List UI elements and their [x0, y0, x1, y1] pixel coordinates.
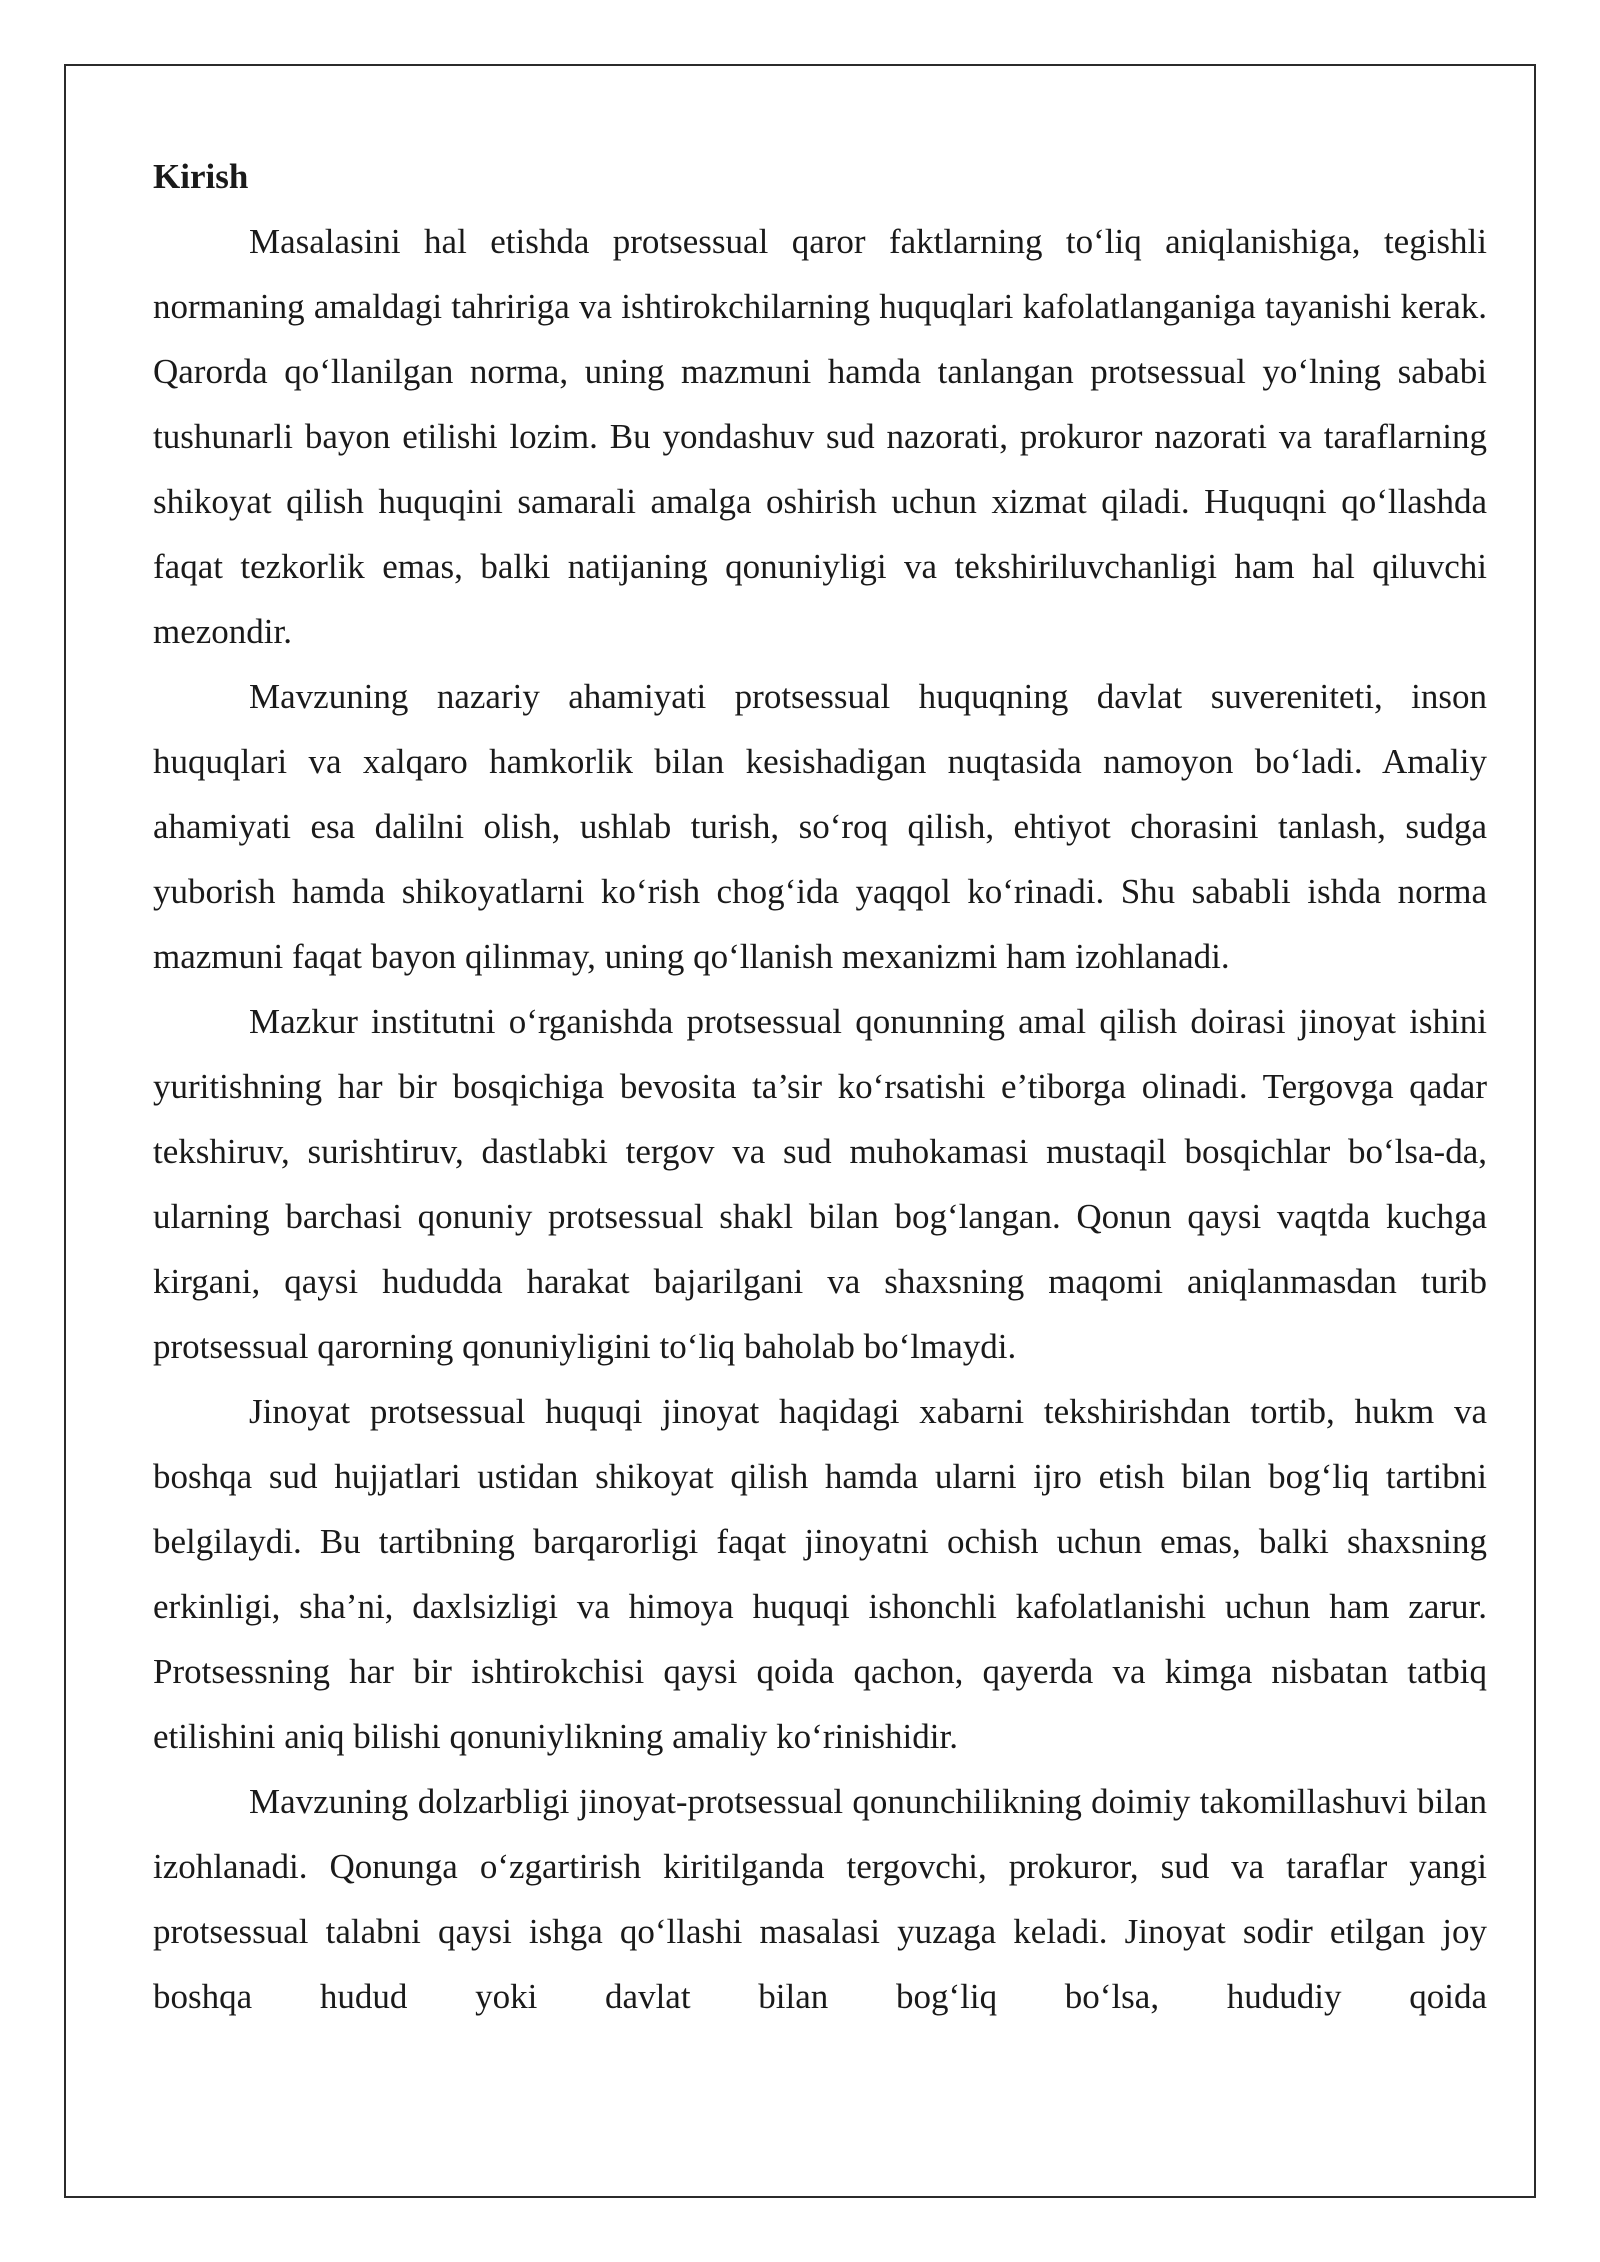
paragraph-5: Mavzuning dolzarbligi jinoyat-protsessual qonunchilikning doimiy takomillashuvi bilan izohlanadi. Qonunga o‘zgartirish kiritilganda tergovchi, prokuror, sud va taraflar yangi protsessual talabni qaysi ishga qo‘llashi masalasi yuzaga keladi. Jinoyat sodir etilgan joy boshqa hudud yoki davlat bilan bog‘liq bo‘lsa, hududiy qoida — [153, 1782, 1487, 2016]
document-body — [153, 144, 1487, 2029]
section-heading: Kirish — [153, 157, 249, 196]
paragraph-1: Masalasini hal etishda protsessual qaror faktlarning to‘liq aniqlanishiga, tegishli normaning amaldagi tahririga va ishtirokchilarning huquqlari kafolatlanganiga tayanishi kerak. Qarorda qo‘llanilgan norma, uning mazmuni hamda tanlangan protsessual yo‘lning sababi tushunarli bayon etilishi lozim. Bu yondashuv sud nazorati, prokuror nazorati va taraflarning shikoyat qilish huquqini samarali amalga oshirish uchun xizmat qiladi. Huquqni qo‘llashda faqat tezkorlik emas, balki natijaning qonuniyligi va tekshiriluvchanligi ham hal qiluvchi mezondir. — [153, 222, 1487, 651]
paragraph-3: Mazkur institutni o‘rganishda protsessual qonunning amal qilish doirasi jinoyat ishini yuritishning har bir bosqichiga bevosita ta’sir ko‘rsatishi e’tiborga olinadi. Tergovga qadar tekshiruv, surishtiruv, dastlabki tergov va sud muhokamasi mustaqil bosqichlar bo‘lsa-da, ularning barchasi qonuniy protsessual shakl bilan bog‘langan. Qonun qaysi vaqtda kuchga kirgani, qaysi hududda harakat bajarilgani va shaxsning maqomi aniqlanmasdan turib protsessual qarorning qonuniyligini to‘liq baholab bo‘lmaydi. — [153, 1002, 1487, 1366]
paragraph-4: Jinoyat protsessual huquqi jinoyat haqidagi xabarni tekshirishdan tortib, hukm va boshqa sud hujjatlari ustidan shikoyat qilish hamda ularni ijro etish bilan bog‘liq tartibni belgilaydi. Bu tartibning barqarorligi faqat jinoyatni ochish uchun emas, balki shaxsning erkinligi, sha’ni, daxlsizligi va himoya huquqi ishonchli kafolatlanishi uchun ham zarur. Protsessning har bir ishtirokchisi qaysi qoida qachon, qayerda va kimga nisbatan tatbiq etilishini aniq bilishi qonuniylikning amaliy ko‘rinishidir. — [153, 1392, 1487, 1756]
paragraph-2: Mavzuning nazariy ahamiyati protsessual huquqning davlat suvereniteti, inson huquqlari va xalqaro hamkorlik bilan kesishadigan nuqtasida namoyon bo‘ladi. Amaliy ahamiyati esa dalilni olish, ushlab turish, so‘roq qilish, ehtiyot chorasini tanlash, sudga yuborish hamda shikoyatlarni ko‘rish chog‘ida yaqqol ko‘rinadi. Shu sababli ishda norma mazmuni faqat bayon qilinmay, uning qo‘llanish mexanizmi ham izohlanadi. — [153, 677, 1487, 976]
